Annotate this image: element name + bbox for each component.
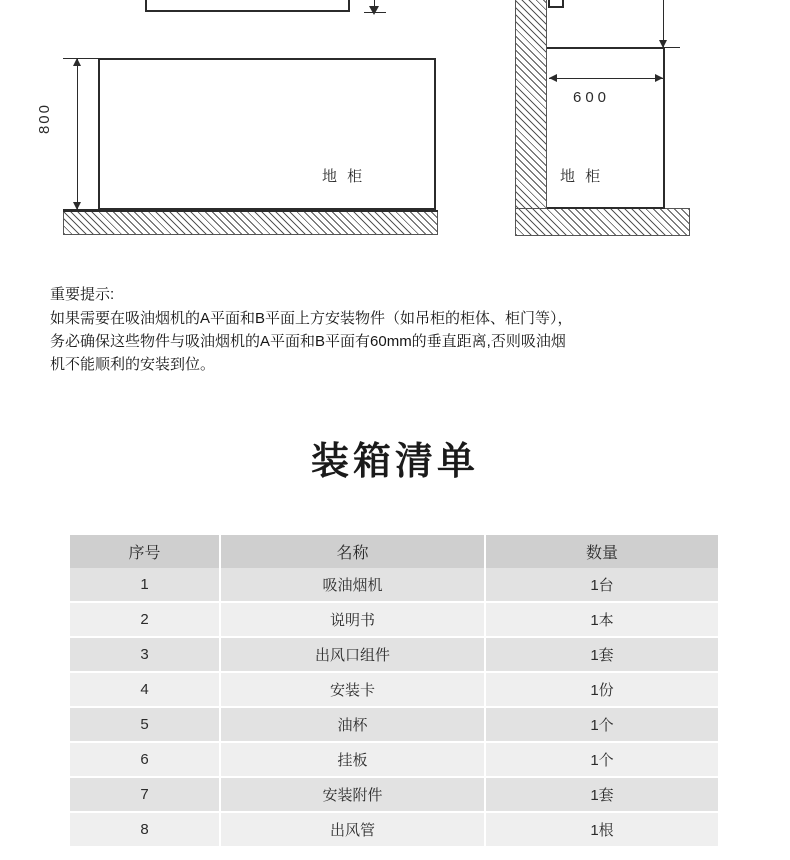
arrow-down-icon <box>73 202 81 210</box>
cell-qty: 1个 <box>485 742 718 777</box>
cell-no: 1 <box>70 568 220 602</box>
table-row <box>70 637 718 672</box>
top-dimension-arrow-icon <box>369 6 379 15</box>
left-height-dimension-label: 800 <box>36 103 53 135</box>
arrow-up-icon <box>73 58 81 66</box>
notes-line-2: 务必确保这些物件与吸油烟机的A平面和B平面有60mm的垂直距离,否则吸油烟 <box>50 333 566 350</box>
left-cabinet-label: 地 柜 <box>322 168 366 185</box>
cell-no: 5 <box>70 707 220 742</box>
cell-name: 安装附件 <box>220 777 485 812</box>
packing-list-table <box>70 535 718 848</box>
table-row <box>70 672 718 707</box>
left-base-cabinet <box>98 58 436 210</box>
cell-qty: 1套 <box>485 637 718 672</box>
top-dimension-cap <box>364 12 386 13</box>
right-duct-box <box>548 0 564 8</box>
cell-no: 4 <box>70 672 220 707</box>
cell-name: 出风口组件 <box>220 637 485 672</box>
column-header-no: 序号 <box>70 535 220 568</box>
column-header-name: 名称 <box>220 535 485 568</box>
right-width-dimension <box>549 78 663 79</box>
right-cabinet-label: 地 柜 <box>560 168 604 185</box>
table-header-row <box>70 535 718 568</box>
cell-qty: 1套 <box>485 777 718 812</box>
table-row <box>70 707 718 742</box>
cell-name: 出风管 <box>220 812 485 847</box>
left-ground-hatch <box>63 210 438 235</box>
cell-no: 7 <box>70 777 220 812</box>
table-row <box>70 777 718 812</box>
cell-name: 吸油烟机 <box>220 568 485 602</box>
left-height-dimension <box>77 58 78 210</box>
important-notes <box>50 283 750 376</box>
cell-name: 说明书 <box>220 602 485 637</box>
cell-name: 油杯 <box>220 707 485 742</box>
arrow-right-icon <box>655 74 663 82</box>
left-dim-ext-bottom <box>63 209 105 210</box>
cell-name: 安装卡 <box>220 672 485 707</box>
notes-line-3: 机不能顺利的安装到位。 <box>50 356 216 373</box>
cell-qty: 1个 <box>485 707 718 742</box>
table-row <box>70 568 718 602</box>
notes-line-1: 如果需要在吸油烟机的A平面和B平面上方安装物件（如吊柜的柜体、柜门等）， <box>50 310 573 327</box>
packing-list-table-wrapper <box>70 535 718 848</box>
cell-no: 8 <box>70 812 220 847</box>
hood-outline-top-left <box>145 0 350 12</box>
column-header-qty: 数量 <box>485 535 718 568</box>
left-ground-line <box>63 210 438 212</box>
right-wall-hatch <box>515 0 547 236</box>
packing-list-title: 装箱清单 <box>310 441 479 483</box>
table-row <box>70 742 718 777</box>
right-floor-hatch <box>515 208 690 236</box>
cell-qty: 1根 <box>485 812 718 847</box>
right-top-dimension <box>663 0 664 48</box>
table-row <box>70 812 718 847</box>
cell-name: 挂板 <box>220 742 485 777</box>
notes-title: 重要提示: <box>50 286 115 303</box>
left-dim-ext-top <box>63 58 105 59</box>
installation-diagram <box>0 0 790 250</box>
arrow-left-icon <box>549 74 557 82</box>
cell-no: 6 <box>70 742 220 777</box>
table-row <box>70 602 718 637</box>
cell-qty: 1份 <box>485 672 718 707</box>
arrow-down-icon-right <box>659 40 667 48</box>
right-width-dimension-label: 600 <box>573 89 611 106</box>
cell-qty: 1本 <box>485 602 718 637</box>
cell-qty: 1台 <box>485 568 718 602</box>
cell-no: 3 <box>70 637 220 672</box>
cell-no: 2 <box>70 602 220 637</box>
